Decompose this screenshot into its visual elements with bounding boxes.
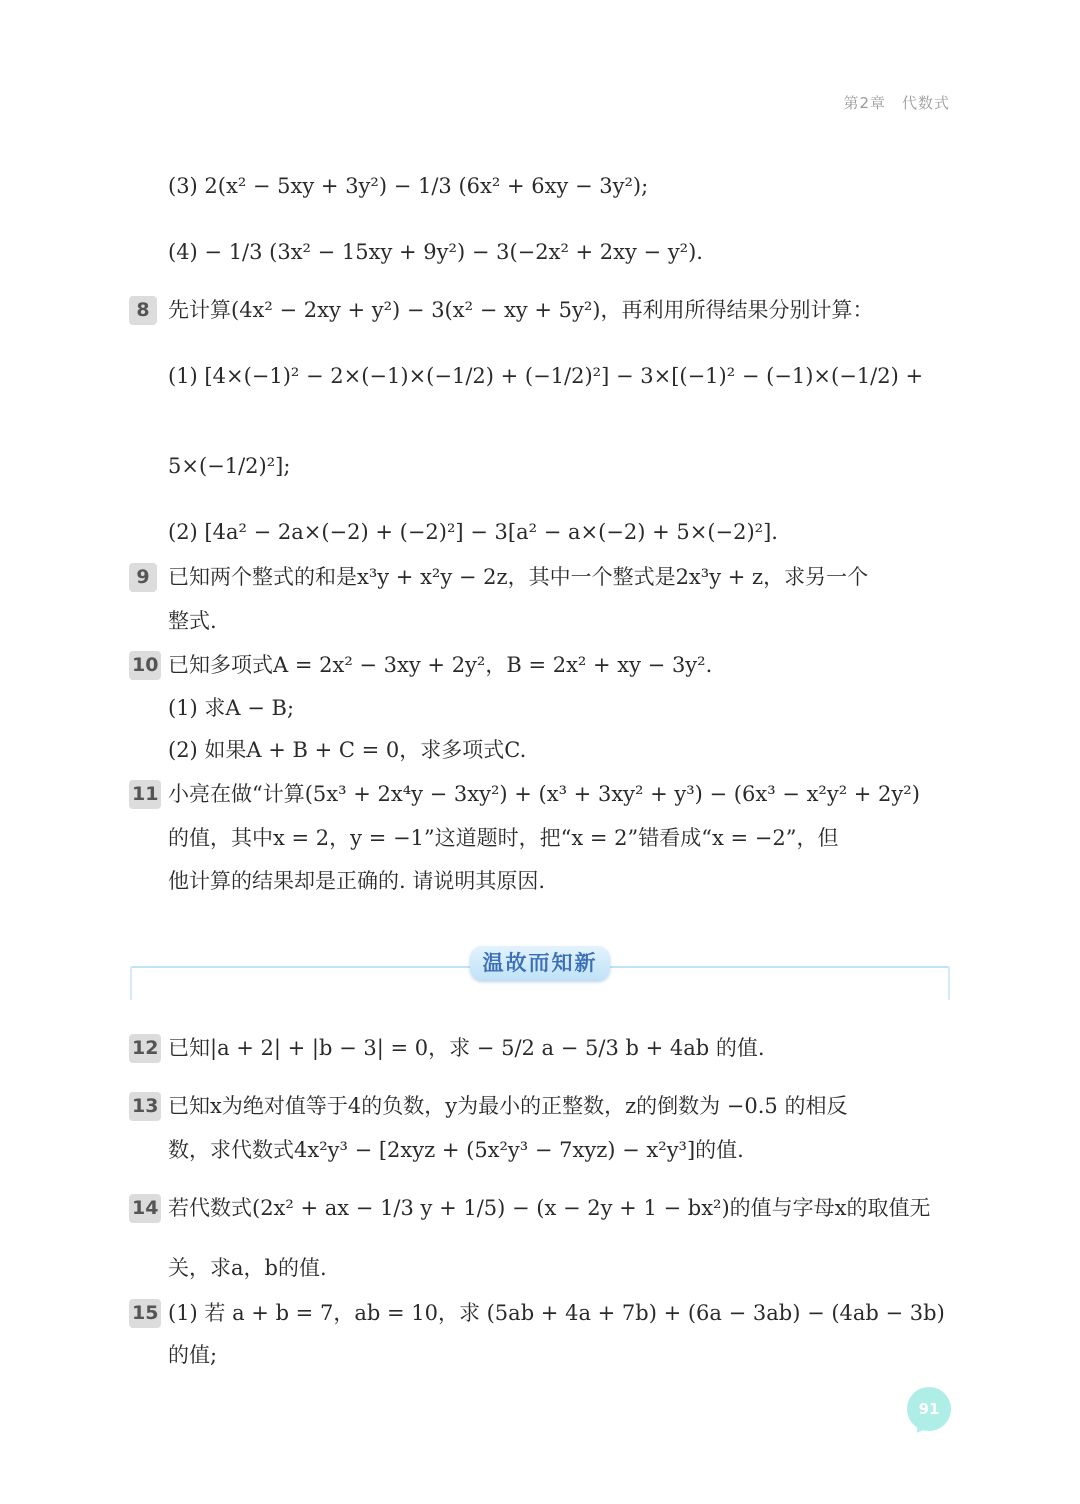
band-right-bracket (936, 966, 950, 1000)
problem-15-part-1: (1) 若 a + b = 7，ab = 10，求 (5ab + 4a + 7b) + (6a − 3ab) − (4ab − 3b) (168, 1301, 945, 1325)
problem-10-part-2: (2) 如果A + B + C = 0，求多项式C. (168, 738, 527, 762)
chapter-header: 第2章 代数式 (843, 94, 950, 112)
problem-13-text: 已知x为绝对值等于4的负数，y为最小的正整数，z的倒数为 −0.5 的相反 (168, 1094, 848, 1118)
problem-number-9: 9 (129, 563, 157, 592)
problem-number-10: 10 (129, 651, 161, 680)
problem-8-part-1: (1) [4×(−1)² − 2×(−1)×(−1/2) + (−1/2)²] − 3×[(−1)² − (−1)×(−1/2) + (168, 364, 924, 388)
problem-number-12: 12 (129, 1034, 161, 1063)
problem-10-text: 已知多项式A = 2x² − 3xy + 2y²，B = 2x² + xy − 3y². (168, 653, 713, 677)
problem-7-part-4: (4) − 1/3 (3x² − 15xy + 9y²) − 3(−2x² + 2xy − y²). (168, 240, 703, 264)
problem-14-text: 若代数式(2x² + ax − 1/3 y + 1/5) − (x − 2y + 1 − bx²)的值与字母x的取值无 (168, 1196, 931, 1220)
page-number: 91 (907, 1387, 951, 1431)
band-left-bracket (130, 966, 144, 1000)
problem-number-8: 8 (129, 296, 157, 325)
problem-number-11: 11 (129, 780, 161, 809)
problem-7-part-3: (3) 2(x² − 5xy + 3y²) − 1/3 (6x² + 6xy − 3y²); (168, 174, 649, 198)
problem-8-part-2: (2) [4a² − 2a×(−2) + (−2)²] − 3[a² − a×(−2) + 5×(−2)²]. (168, 520, 778, 544)
problem-8-text: 先计算(4x² − 2xy + y²) − 3(x² − xy + 5y²)，再利用所得结果分别计算： (168, 298, 874, 322)
problem-11-text: 小亮在做“计算(5x³ + 2x⁴y − 3xy²) + (x³ + 3xy² + y³) − (6x³ − x²y² + 2y²) (168, 782, 920, 806)
problem-14-text-cont: 关，求a，b的值. (168, 1256, 327, 1280)
problem-10-part-1: (1) 求A − B; (168, 696, 295, 720)
problem-number-14: 14 (129, 1194, 161, 1223)
problem-11-text-cont-2: 他计算的结果却是正确的. 请说明其原因. (168, 869, 546, 893)
problem-12-text: 已知|a + 2| + |b − 3| = 0，求 − 5/2 a − 5/3 b + 4ab 的值. (168, 1036, 765, 1060)
problem-number-15: 15 (129, 1299, 161, 1328)
problem-number-13: 13 (129, 1092, 161, 1121)
problem-9-text: 已知两个整式的和是x³y + x²y − 2z，其中一个整式是2x³y + z，求另一个 (168, 565, 869, 589)
problem-13-text-cont: 数，求代数式4x²y³ − [2xyz + (5x²y³ − 7xyz) − x²y³]的值. (168, 1138, 744, 1162)
review-section-band (130, 951, 950, 1000)
problem-9-text-cont: 整式. (168, 609, 217, 633)
problem-8-part-1-cont: 5×(−1/2)²]; (168, 454, 291, 478)
problem-11-text-cont-1: 的值，其中x = 2，y = −1”这道题时，把“x = 2”错看成“x = −2”，但 (168, 826, 839, 850)
section-title: 温故而知新 (470, 946, 610, 980)
problem-15-part-1-cont: 的值; (168, 1343, 218, 1367)
